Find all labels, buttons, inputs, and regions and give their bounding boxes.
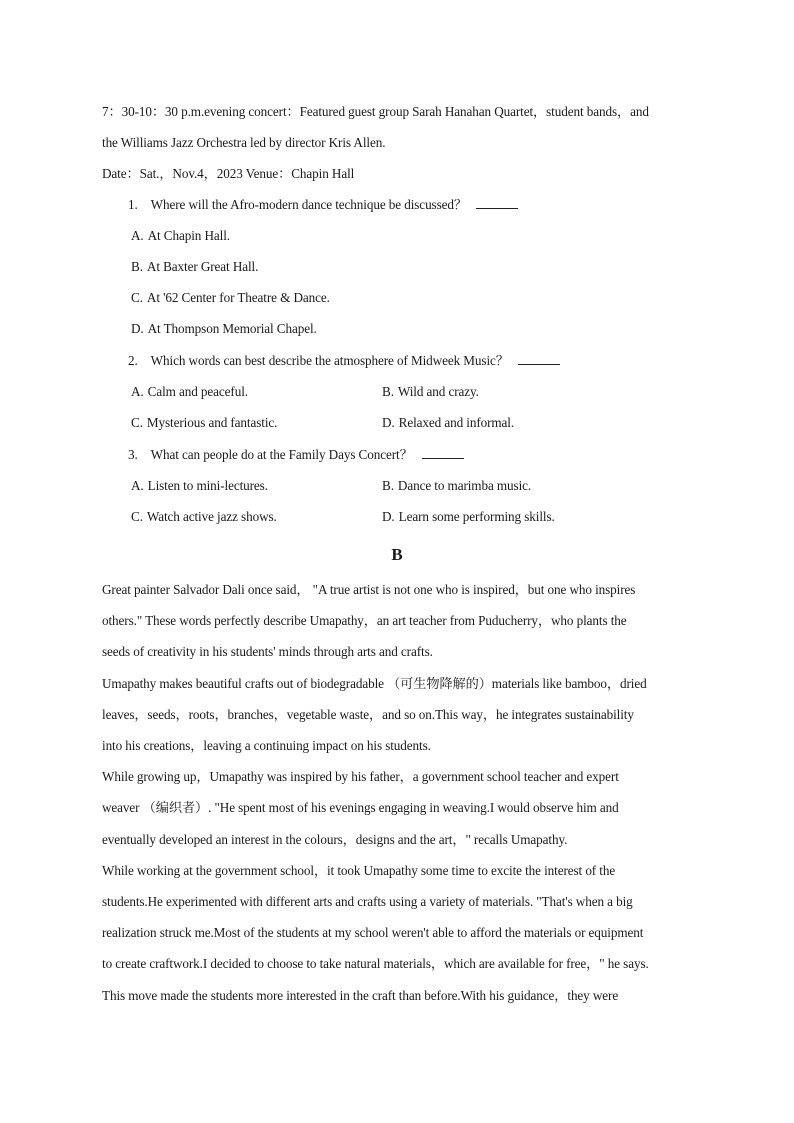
question-1-option-c[interactable] <box>131 290 330 306</box>
option-text: Watch active jazz shows. <box>146 509 277 524</box>
question-3-option-c[interactable] <box>131 509 277 525</box>
question-number: 1. <box>128 197 138 212</box>
answer-blank[interactable] <box>422 448 464 459</box>
passage-line: Great painter Salvador Dali once said， "A true artist is not one who is inspired，but one who inspires <box>102 582 636 597</box>
option-letter: A. <box>131 384 144 399</box>
option-text: Learn some performing skills. <box>398 509 555 524</box>
question-3 <box>128 447 464 463</box>
option-letter: A. <box>131 228 144 243</box>
question-number: 2. <box>128 353 138 368</box>
question-2-option-a[interactable] <box>131 384 248 400</box>
question-3-option-a[interactable] <box>131 478 268 494</box>
passage-line: seeds of creativity in his students' minds through arts and crafts. <box>102 644 433 659</box>
question-2-option-b[interactable] <box>382 384 479 400</box>
option-letter: C. <box>131 290 143 305</box>
option-letter: A. <box>131 478 144 493</box>
question-2-option-c[interactable] <box>131 415 277 431</box>
question-text: What can people do at the Family Days Concert？ <box>150 447 413 462</box>
passage-line: to create craftwork.I decided to choose to take natural materials，which are available for free，" he says. <box>102 956 649 971</box>
option-letter: D. <box>382 415 395 430</box>
option-text: Listen to mini-lectures. <box>147 478 268 493</box>
passage-line: This move made the students more interested in the craft than before.With his guidance，they were <box>102 988 619 1003</box>
passage-line: Umapathy makes beautiful crafts out of biodegradable （可生物降解的）materials like bamboo，dried <box>102 676 647 691</box>
question-2 <box>128 353 560 369</box>
passage-line: students.He experimented with different arts and crafts using a variety of materials. "That's when a big <box>102 894 633 909</box>
option-text: At Baxter Great Hall. <box>146 259 259 274</box>
option-letter: B. <box>382 478 394 493</box>
option-letter: B. <box>382 384 394 399</box>
passage-line: into his creations，leaving a continuing impact on his students. <box>102 738 431 753</box>
answer-blank[interactable] <box>476 198 518 209</box>
question-2-option-d[interactable] <box>382 415 514 431</box>
passage-line: eventually developed an interest in the colours，designs and the art，" recalls Umapathy. <box>102 832 568 847</box>
question-text: Where will the Afro-modern dance technique be discussed？ <box>150 197 467 212</box>
date-venue-line: Date：Sat.，Nov.4，2023 Venue：Chapin Hall <box>102 166 355 181</box>
option-text: Calm and peaceful. <box>147 384 248 399</box>
option-letter: B. <box>131 259 143 274</box>
option-text: Relaxed and informal. <box>398 415 515 430</box>
question-1-option-a[interactable] <box>131 228 230 244</box>
passage-line: leaves，seeds，roots，branches，vegetable waste，and so on.This way，he integrates sustainability <box>102 707 634 722</box>
option-text: At Chapin Hall. <box>147 228 231 243</box>
question-1-option-d[interactable] <box>131 321 317 337</box>
question-1-option-b[interactable] <box>131 259 258 275</box>
option-letter: D. <box>382 509 395 524</box>
question-text: Which words can best describe the atmosphere of Midweek Music？ <box>150 353 509 368</box>
passage-line: While growing up，Umapathy was inspired by his father，a government school teacher and expert <box>102 769 619 784</box>
question-3-option-d[interactable] <box>382 509 555 525</box>
question-number: 3. <box>128 447 138 462</box>
passage-line: realization struck me.Most of the students at my school weren't able to afford the materials or equipment <box>102 925 644 940</box>
option-letter: D. <box>131 321 144 336</box>
option-text: At '62 Center for Theatre & Dance. <box>146 290 330 305</box>
option-letter: C. <box>131 509 143 524</box>
option-text: Dance to marimba music. <box>397 478 532 493</box>
option-text: Wild and crazy. <box>397 384 479 399</box>
answer-blank[interactable] <box>518 354 560 365</box>
option-text: At Thompson Memorial Chapel. <box>147 321 317 336</box>
option-text: Mysterious and fantastic. <box>146 415 278 430</box>
concert-description-line-1: 7：30-10：30 p.m.evening concert：Featured guest group Sarah Hanahan Quartet，student bands，and <box>102 104 649 119</box>
passage-line: While working at the government school，it took Umapathy some time to excite the interest of the <box>102 863 616 878</box>
option-letter: C. <box>131 415 143 430</box>
question-1 <box>128 197 518 213</box>
concert-description-line-2: the Williams Jazz Orchestra led by director Kris Allen. <box>102 135 386 150</box>
question-3-option-b[interactable] <box>382 478 531 494</box>
passage-line: others." These words perfectly describe Umapathy，an art teacher from Puducherry，who plants the <box>102 613 627 628</box>
passage-line: weaver （编织者）. "He spent most of his evenings engaging in weaving.I would observe him and <box>102 800 619 815</box>
section-b-heading: B <box>391 545 403 564</box>
